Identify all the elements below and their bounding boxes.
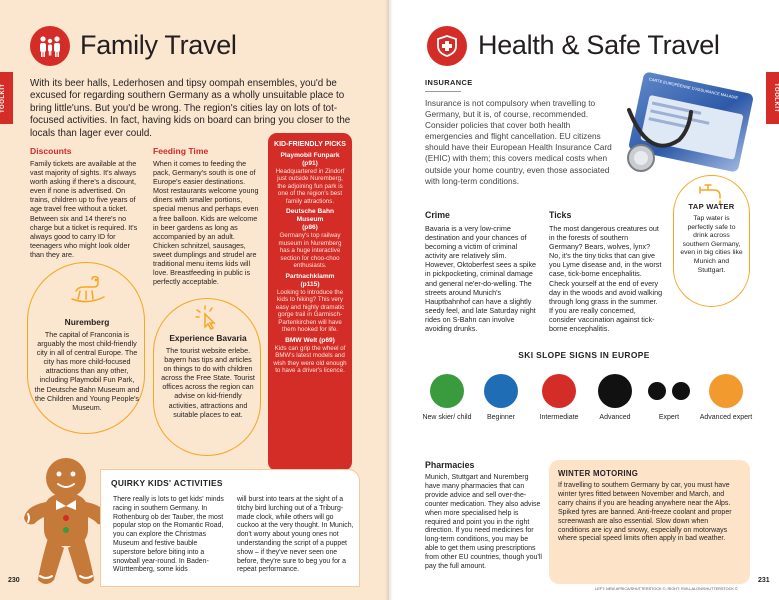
slope-sign-intermediate — [532, 374, 586, 421]
nuremberg-heading: Nuremberg — [64, 317, 110, 327]
slope-sign-advanced — [588, 374, 642, 421]
tap-water-body: Tap water is perfectly safe to drink across southern Germany, even in big cities like Munich and Stuttgart. — [680, 215, 743, 274]
discounts-body: Family tickets are available at the vast majority of sights. It's always worth asking if there's a discount, even if none is advertised. On trains, children up to five years of age travel free without a ticket. Between six and 14 there's no charge but a ticket is required. It's always good to carry ID for teenagers who might look older than they are. — [30, 159, 138, 259]
crime-body: Bavaria is a very low-crime destination and your chances of becoming a victim of criminal activity are relatively slim. However, Oktoberfest sees a spike in pickpocketing, criminal damage and general ne'er-do-welling. The streets around Munich's Hauptbahnhof can have a slightly seedy feel, and late Saturday night rides on S-Bahn can involve avoiding drunks. — [425, 224, 537, 334]
sidebar-item-text: Germany's top railway museum in Nuremberg has a huge interactive section for choo-choo enthusiasts. — [278, 232, 342, 270]
crime-section — [425, 210, 537, 333]
slope-label: Advanced — [599, 414, 631, 421]
green-circle-icon — [430, 374, 464, 408]
page-gutter — [385, 0, 393, 600]
insurance-heading: INSURANCE — [425, 78, 473, 87]
slope-sign-new-skier — [420, 374, 474, 421]
card-caption: CARTE EUROPÉENNE D'ASSURANCE MALADIE — [648, 76, 739, 101]
page-title: Health & Safe Travel — [478, 30, 720, 60]
pharmacies-body: Munich, Stuttgart and Nuremberg have many pharmacies that can provide advice and sell over-the-counter medication. They also advise when more specialised help is required and point you in the right direction. If you need medicines for long-term conditions, you may be able to get them using prescriptions from other EU countries, though you'll pay the full amount. — [425, 474, 542, 571]
rocking-horse-icon — [70, 273, 106, 310]
black-circle-icon — [598, 374, 632, 408]
experience-bavaria-callout — [153, 298, 261, 456]
gingerbread-man-image — [20, 456, 112, 593]
ski-slopes-heading: SKI SLOPE SIGNS IN EUROPE — [518, 350, 650, 360]
slope-label: Beginner — [486, 414, 516, 421]
toolkit-tab: TOOLKIT — [0, 72, 13, 124]
sidebar-heading: KID-FRIENDLY PICKS — [274, 141, 346, 148]
quirky-activities-box — [100, 469, 360, 587]
ticks-heading: Ticks — [549, 210, 572, 220]
sidebar-item-text: Headquartered in Zindorf just outside Nuremberg, the adjoining fun park is one of the region's best family attractions. — [275, 167, 345, 205]
photo-credits: LEFT: NEW AFRICA/SHUTTERSTOCK ©; RIGHT: RVILLALON/SHUTTERSTOCK © — [595, 587, 738, 591]
ticks-section — [549, 210, 663, 333]
toolkit-tab: TOOLKIT — [766, 72, 779, 124]
feeding-body: When it comes to feeding the pack, Germany's south is one of Europe's easier destinations. Most restaurants welcome young diners with smaller portions, special menus and perhaps even a free balloon. Kids are welcome in beer gardens as long as accompanied by an adult. Chicken schnitzel, sausages, sweet dumplings and strudel are traditional menu items kids will love. Breastfeeding in public is perfectly acceptable. — [153, 159, 259, 287]
ehic-card-image — [619, 70, 749, 180]
winter-motoring-box — [549, 460, 750, 584]
winter-heading: WINTER MOTORING — [558, 469, 639, 478]
sidebar-item — [273, 273, 347, 334]
blue-circle-icon — [484, 374, 518, 408]
sidebar-item-name: Playmobil Funpark — [280, 151, 340, 159]
double-black-circle-icon — [642, 374, 696, 408]
slope-label: New skier/ child — [422, 414, 472, 421]
nuremberg-callout — [27, 262, 145, 434]
quirky-col1: There really is lots to get kids' minds racing in southern Germany. In Rothenburg ob der Tauber, the most popular stop on the Romantic Road, you can explore the Christmas Museum and festive bauble superstore before biting into a snowball year-round. In Baden-Württemberg, some kids — [113, 496, 224, 574]
experience-heading: Experience Bavaria — [169, 333, 247, 343]
sidebar-item — [273, 337, 347, 375]
right-page — [389, 0, 779, 600]
feeding-heading: Feeding Time — [153, 146, 209, 156]
page-title: Family Travel — [80, 30, 237, 60]
page-number: 230 — [8, 577, 20, 584]
sidebar-item-text: Kids can grip the wheel of BMW's latest models and wish they were old enough to have a driver's licence. — [273, 344, 347, 375]
water-tap-icon — [698, 182, 726, 209]
slope-sign-advanced-expert — [699, 374, 753, 421]
first-aid-icon — [427, 26, 467, 66]
left-page — [0, 0, 389, 600]
slope-label: Advanced expert — [699, 414, 753, 421]
sidebar-item-text: Looking to introduce the kids to hiking? This very easy and highly dramatic gorge trail in Garmisch-Partenkirchen will have them hooked for life. — [275, 288, 345, 334]
kid-friendly-sidebar — [268, 133, 352, 471]
slope-label: Expert — [658, 414, 680, 421]
feeding-section — [153, 146, 261, 286]
quirky-heading: QUIRKY KIDS' ACTIVITIES — [111, 478, 223, 488]
sidebar-item — [273, 152, 347, 206]
sidebar-item-name: Partnachklamm — [285, 272, 335, 280]
discounts-section — [30, 146, 142, 259]
pointer-icon — [194, 305, 220, 336]
pharmacies-section — [425, 460, 543, 572]
pharmacies-heading: Pharmacies — [425, 460, 475, 470]
slope-sign-beginner — [474, 374, 528, 421]
red-circle-icon — [542, 374, 576, 408]
sidebar-item-name: BMW Welt — [285, 336, 318, 344]
sidebar-item-ref: (p91) — [302, 159, 318, 167]
sidebar-item-name: Deutsche Bahn Museum — [286, 208, 334, 224]
orange-circle-icon — [709, 374, 743, 408]
intro-paragraph: With its beer halls, Lederhosen and tipsy oompah ensembles, you'd be excused for regarding southern Germany as a wholly unsuitable place to bring little'uns. But you'd be wrong. The region's cities lay on lots of tot-focused activities. In fact, having kids on board can bring you closer to the locals than lager ever could. — [30, 78, 351, 139]
slope-sign-expert — [642, 374, 696, 421]
crime-heading: Crime — [425, 210, 450, 220]
tap-water-callout — [673, 175, 750, 307]
insurance-rule — [425, 91, 461, 92]
sidebar-item-ref: (p69) — [319, 336, 335, 344]
sidebar-item — [273, 208, 347, 270]
slope-label: Intermediate — [539, 414, 579, 421]
ticks-body: The most dangerous creatures out in the forests of southern Germany? Bears, wolves, lynx? No, it's the tiny ticks that can give you Lyme disease and, in the worst case, tick-borne encephalitis. Check yourself at the end of every day in the woods and avoid walking through long grass in the summer. If you are really concerned, consider vaccination against tick-borne encephalitis. — [549, 224, 663, 334]
tap-water-heading: TAP WATER — [688, 202, 735, 211]
insurance-body: Insurance is not compulsory when travelling to Germany, but it is, of course, recommended. Consider policies that cover both health emergencies and flight cancellation. EU citizens should have their European Health Insurance Card (EHIC) with them; this covers medical costs when outside your home country, even those associated with long-term conditions. — [425, 98, 612, 186]
discounts-heading: Discounts — [30, 146, 72, 156]
family-icon — [30, 26, 70, 66]
sidebar-item-ref: (p86) — [302, 224, 318, 232]
sidebar-item-ref: (p115) — [300, 280, 320, 288]
nuremberg-body: The capital of Franconia is arguably the most child-friendly city in all of central Europe. The city has more child-focused attractions than any other, including Playmobil Fun Park, the Deutsche Bahn Museum and the Children and Young People's Museum. — [34, 330, 140, 412]
page-number: 231 — [758, 577, 770, 584]
winter-body: If travelling to southern Germany by car, you must have winter tyres fitted between November and March, and carry chains if you are heading anywhere near the Alps. Spiked tyres are banned. Anti-freeze coolant and proper screenwash are also essential. Slow down when conditions are icy and snowy, especially on motorways where special speed limits often apply in bad weather. — [558, 482, 732, 543]
experience-body: The tourist website erlebe. bayern has tips and articles on things to do with children across the Free State. Tourist offices across the region can advise on kid-friendly activities, attractions and suitable places to eat. — [161, 346, 255, 419]
quirky-col2: will burst into tears at the sight of a titchy bird lurching out of a Triburg-made clock, while others will go cuckoo at the very thought. In Munich, don't worry about young ones not understanding the script of a puppet show – if they've never seen one before, they're sure to beg you for a repeat performance. — [237, 496, 354, 574]
